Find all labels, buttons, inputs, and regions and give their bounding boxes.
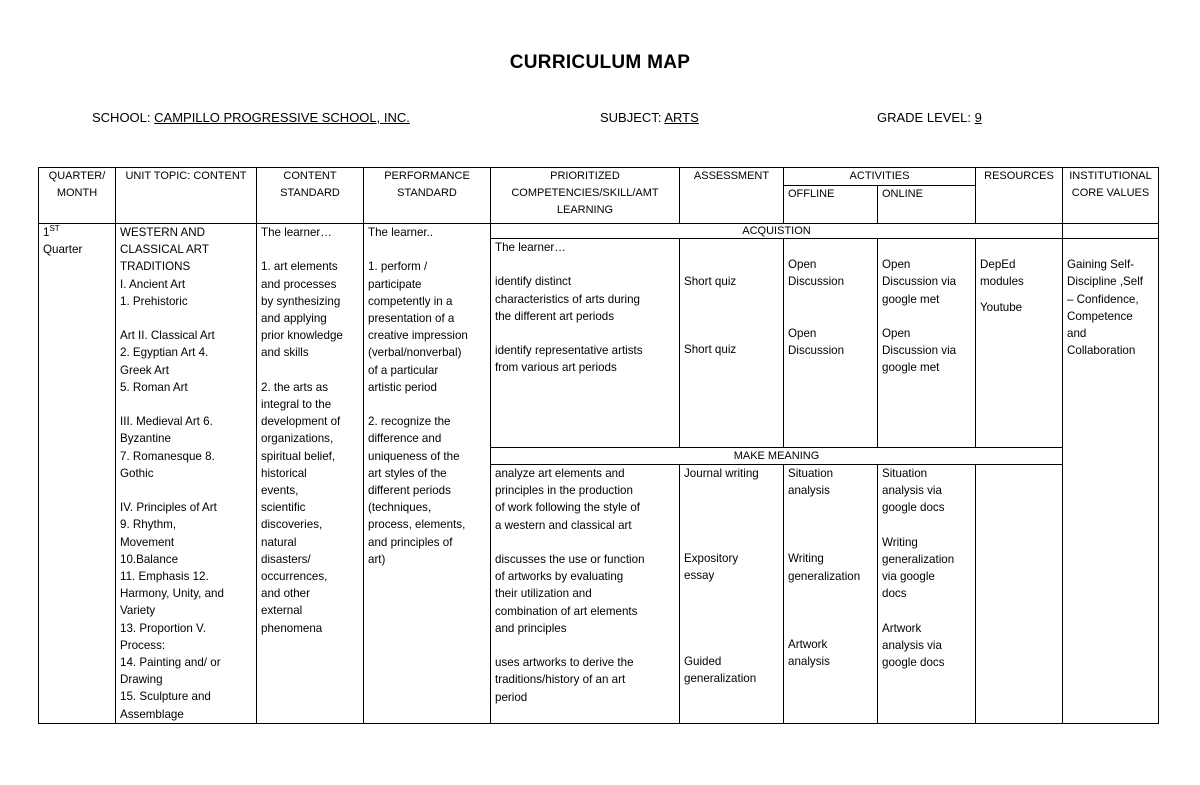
acquisition-offline-2: Open Discussion <box>788 326 845 357</box>
header-online: ONLINE <box>878 186 976 224</box>
header-resources: RESOURCES <box>976 168 1063 224</box>
grade-label: GRADE LEVEL: <box>877 110 971 125</box>
header-quarter: QUARTER/ MONTH <box>39 168 116 224</box>
unit-topic-text: WESTERN AND CLASSICAL ART TRADITIONS I. Ancient Art 1. Prehistoric Art II. Classical Art 2. Egyptian Art 4. Greek Art 5. Roman Art III. Medieval Art 6. Byzantine 7. Romanesque 8. Gothic IV. Principles of Art 9. Rhythm, Movement 10.Balance 11. Emphasis 12. Harmony, Unity, and Variety 13. Proportion V. Process: 14. Painting and/ or Drawing 15. Sculpture and Assemblage <box>120 226 224 721</box>
make-meaning-competency-3: uses artworks to derive the traditions/history of an art period <box>495 656 634 704</box>
make-meaning-online-2: Writing generalization via google docs <box>882 535 955 601</box>
acquisition-competencies-cell <box>491 239 680 448</box>
page-title: CURRICULUM MAP <box>509 52 691 73</box>
make-meaning-offline-2: Writing generalization <box>788 552 861 583</box>
make-meaning-assessment-2: Expository essay <box>684 552 739 583</box>
quarter-word: Quarter <box>43 243 83 257</box>
acquisition-offline-cell <box>784 239 878 448</box>
core-values-text: Gaining Self- Discipline ,Self – Confidence, Competence and Collaboration <box>1067 258 1144 358</box>
header-assessment: ASSESSMENT <box>680 168 784 224</box>
header-offline: OFFLINE <box>784 186 878 224</box>
make-meaning-competency-2: discusses the use or function of artworks by evaluating their utilization and combination of art elements and principles <box>495 552 645 635</box>
header-performance-standard: PERFORMANCE STANDARD <box>364 168 491 224</box>
make-meaning-online-3: Artwork analysis via google docs <box>882 621 945 670</box>
header-competencies: PRIORITIZED COMPETENCIES/SKILL/AMT LEARNING <box>491 168 680 224</box>
header-core-values: INSTITUTIONAL CORE VALUES <box>1063 168 1159 224</box>
make-meaning-assessment-1: Journal writing <box>684 466 759 480</box>
make-meaning-resources-cell <box>976 464 1063 723</box>
acquisition-intro: The learner… <box>495 241 566 254</box>
performance-standard-cell <box>364 224 491 724</box>
acquisition-assessment-cell <box>680 239 784 448</box>
make-meaning-competency-1: analyze art elements and principles in the production of work following the style of a western and classical art <box>495 466 640 532</box>
grade-value: 9 <box>974 110 982 125</box>
make-meaning-competencies-cell <box>491 464 680 723</box>
school-value: CAMPILLO PROGRESSIVE SCHOOL, INC. <box>154 110 410 125</box>
make-meaning-offline-cell <box>784 464 878 723</box>
resources-item-2: Youtube <box>980 300 1023 314</box>
content-standard-cell <box>257 224 364 724</box>
make-meaning-offline-3: Artwork analysis <box>788 637 830 668</box>
curriculum-map-table <box>38 167 1159 724</box>
make-meaning-band: MAKE MEANING <box>491 447 1063 464</box>
resources-item-1: DepEd modules <box>980 258 1024 289</box>
subject-label: SUBJECT: <box>600 110 662 125</box>
acquisition-online-1: Open Discussion via google met <box>882 258 957 306</box>
make-meaning-assessment-cell <box>680 464 784 723</box>
acquisition-competency-2: identify representative artists from various art periods <box>495 344 643 375</box>
quarter-number: 1 <box>43 226 50 239</box>
acquisition-band: ACQUISTION <box>491 224 1063 239</box>
acquisition-online-cell <box>878 239 976 448</box>
subject-value: ARTS <box>664 110 699 125</box>
grade-field <box>877 110 982 125</box>
quarter-suffix: ST <box>49 224 60 234</box>
subject-field <box>600 110 699 125</box>
school-field <box>92 110 410 125</box>
resources-cell <box>976 239 1063 448</box>
header-unit-topic: UNIT TOPIC: CONTENT <box>116 168 257 224</box>
acquisition-offline-1: Open Discussion <box>788 258 845 289</box>
make-meaning-online-1: Situation analysis via google docs <box>882 466 945 515</box>
make-meaning-online-cell <box>878 464 976 723</box>
performance-standard-text: The learner.. 1. perform / participate competently in a presentation of a creative impression (verbal/nonverbal) of a particular artistic period 2. recognize the difference and uniqueness of the art styles of the different periods (techniques, process, elements, and principles of art) <box>368 226 468 566</box>
acquisition-assessment-1: Short quiz <box>684 275 737 288</box>
core-values-cell <box>1063 239 1159 724</box>
unit-topic-cell <box>116 224 257 724</box>
school-label: SCHOOL: <box>92 110 151 125</box>
header-activities: ACTIVITIES <box>784 168 976 186</box>
content-standard-text: The learner… 1. art elements and processes by synthesizing and applying prior knowledge and skills 2. the arts as integral to the development of organizations, spiritual belief, historical events, scientific discoveries, natural disasters/ occurrences, and other external phenomena <box>261 226 343 635</box>
make-meaning-assessment-3: Guided generalization <box>684 654 757 685</box>
make-meaning-offline-1: Situation analysis <box>788 466 834 498</box>
acquisition-competency-1: identify distinct characteristics of arts during the different art periods <box>495 275 640 323</box>
acquisition-assessment-2: Short quiz <box>684 343 737 357</box>
core-values-band-blank <box>1063 224 1159 239</box>
header-content-standard: CONTENT STANDARD <box>257 168 364 224</box>
acquisition-online-2: Open Discussion via google met <box>882 326 957 375</box>
quarter-cell <box>39 224 116 724</box>
